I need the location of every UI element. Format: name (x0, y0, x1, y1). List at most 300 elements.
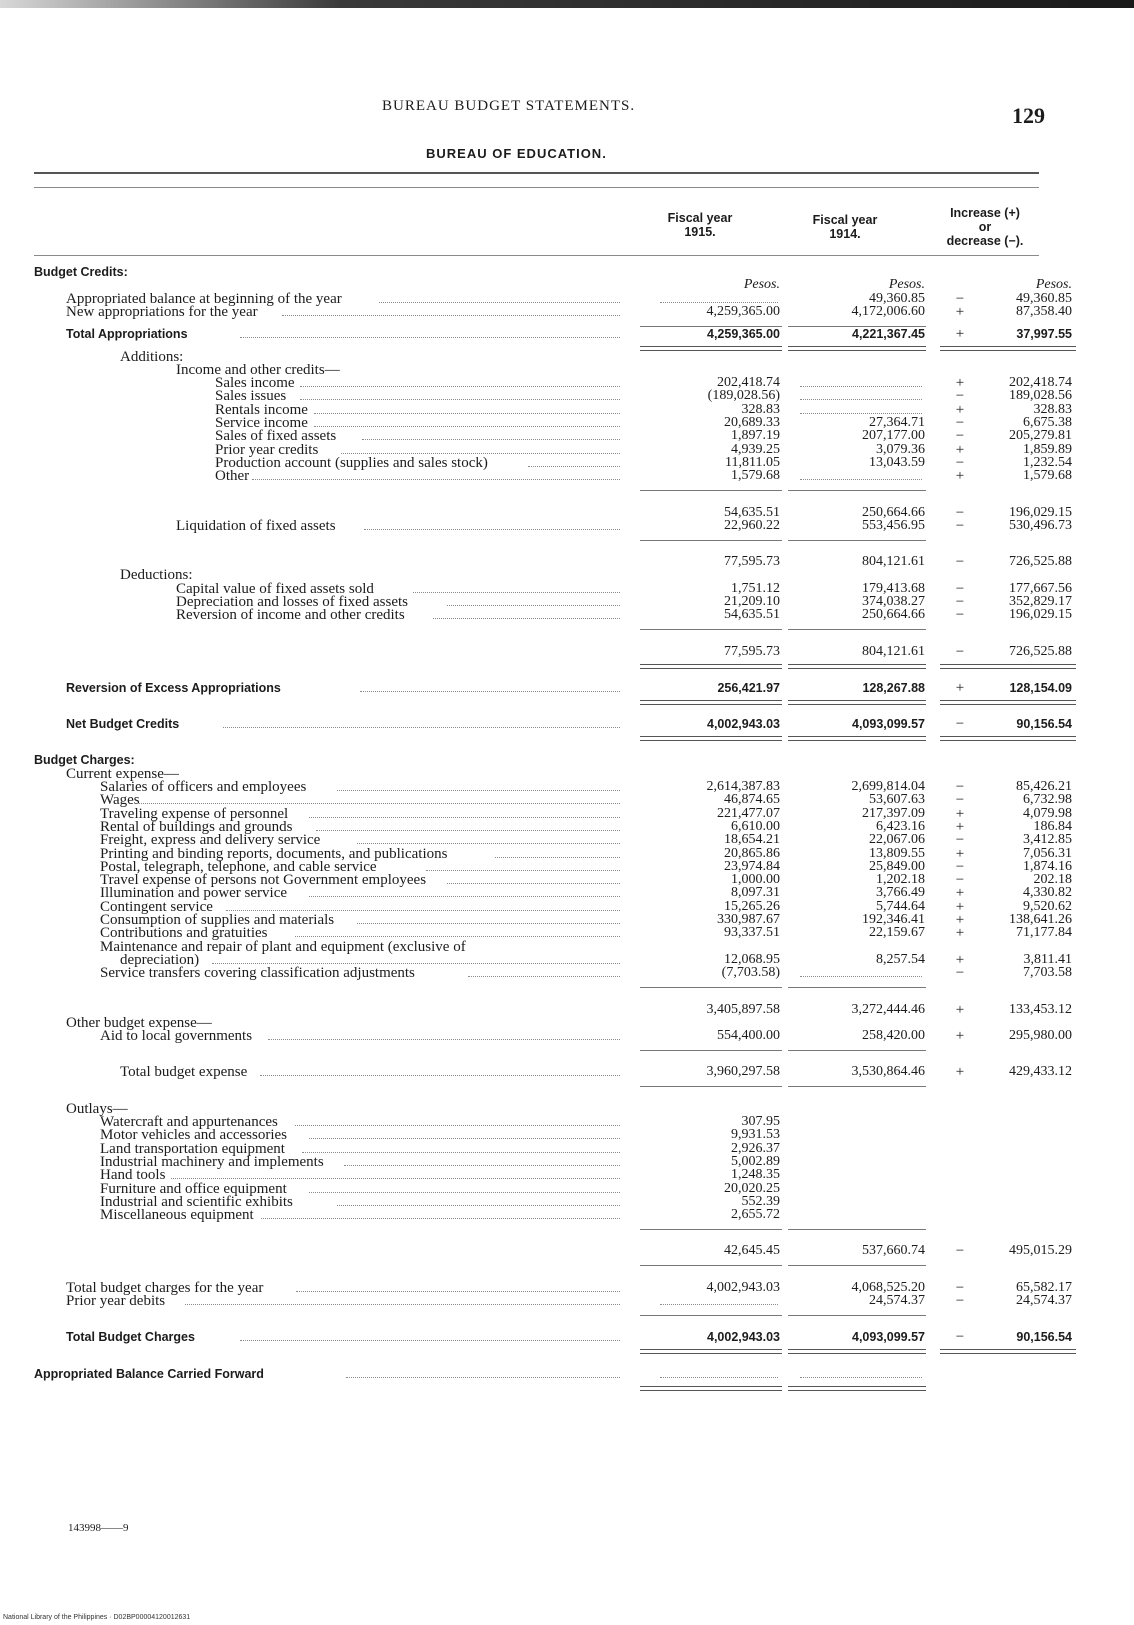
row-label: Total Appropriations (66, 327, 188, 341)
table-row (0, 518, 1134, 534)
change-sign: + (955, 1002, 965, 1018)
page-title: BUREAU OF EDUCATION. (426, 146, 607, 161)
row-label: Hand tools (100, 1167, 166, 1183)
rule-1914 (788, 1386, 926, 1391)
rule-change (940, 664, 1076, 669)
change-sign: + (955, 912, 965, 928)
amount-change: 530,496.73 (1009, 518, 1072, 533)
dot-leader (495, 857, 620, 858)
printer-signature: 143998——9 (68, 1522, 129, 1534)
amount-change: 7,703.58 (1023, 965, 1072, 980)
change-sign: − (955, 1329, 965, 1345)
amount-1914: 53,607.63 (869, 792, 925, 807)
rule-1915 (640, 1229, 782, 1230)
dot-leader (302, 1152, 620, 1153)
dot-leader (314, 413, 620, 414)
change-sign: + (955, 402, 965, 418)
row-label: Budget Credits: (34, 265, 128, 279)
amount-1914: 553,456.95 (862, 518, 925, 533)
table-row (0, 326, 1134, 342)
dot-leader (240, 1340, 620, 1341)
change-sign: − (955, 291, 965, 307)
row-label: Sales income (215, 375, 295, 391)
amount-1914: 6,423.16 (876, 819, 925, 834)
amount-change: 186.84 (1033, 819, 1072, 834)
blank-leader-1914 (800, 976, 922, 977)
row-label: Capital value of fixed assets sold (176, 581, 374, 597)
row-label: Postal, telegraph, telephone, and cable service (100, 859, 377, 875)
amount-1914: 4,068,525.20 (851, 1280, 925, 1295)
column-header-1914: Fiscal year 1914. (812, 213, 878, 241)
row-label: Liquidation of fixed assets (176, 518, 336, 534)
row-label: Travel expense of persons not Government employees (100, 872, 427, 888)
row-label: Additions: (120, 349, 184, 365)
amount-change: 7,056.31 (1023, 846, 1072, 861)
rule-1914 (788, 1050, 926, 1051)
amount-1915: (189,028.56) (707, 388, 780, 403)
amount-1915: 2,655.72 (731, 1207, 780, 1222)
amount-1914: 2,699,814.04 (851, 779, 925, 794)
dot-leader (360, 691, 620, 692)
amount-1915: 20,020.25 (724, 1181, 780, 1196)
row-label: Aid to local governments (100, 1028, 253, 1044)
amount-1915: 1,248.35 (731, 1167, 780, 1182)
amount-1915: 256,421.97 (717, 681, 780, 695)
amount-change: 328.83 (1033, 402, 1072, 417)
amount-1915: 22,960.22 (724, 518, 780, 533)
row-label: Miscellaneous equipment (100, 1207, 254, 1223)
change-sign: + (955, 899, 965, 915)
table-row (0, 1366, 1134, 1382)
amount-change: 429,433.12 (1009, 1064, 1072, 1079)
row-label: Traveling expense of personnel (100, 806, 289, 822)
amount-1914: 207,177.00 (862, 428, 925, 443)
amount-change: 9,520.62 (1023, 899, 1072, 914)
table-row (0, 1064, 1134, 1080)
dot-leader (357, 843, 620, 844)
change-sign: + (955, 304, 965, 320)
rule-1915 (640, 1086, 782, 1087)
amount-1915: 552.39 (741, 1194, 780, 1209)
amount-1915: 202,418.74 (717, 375, 780, 390)
change-sign: + (955, 326, 965, 342)
table-row (0, 1293, 1134, 1309)
rule-1915 (640, 1050, 782, 1051)
amount-1915: 1,751.12 (731, 581, 780, 596)
dot-leader (364, 529, 620, 530)
dot-leader (171, 1178, 620, 1179)
amount-1915: 77,595.73 (724, 554, 780, 569)
amount-change: 37,997.55 (1016, 327, 1072, 341)
table-row (0, 680, 1134, 696)
rule-1914 (788, 664, 926, 669)
amount-1915: 4,939.25 (731, 442, 780, 457)
dot-leader (295, 936, 620, 937)
amount-1914: 27,364.71 (869, 415, 925, 430)
dot-leader (226, 910, 620, 911)
change-sign: − (955, 428, 965, 444)
row-label: Rentals income (215, 402, 308, 418)
change-sign: + (955, 442, 965, 458)
row-label: New appropriations for the year (66, 304, 258, 320)
change-sign: + (955, 1064, 965, 1080)
dot-leader (447, 883, 620, 884)
rule-1914 (788, 1086, 926, 1087)
change-sign: + (955, 1028, 965, 1044)
amount-1914: 4,221,367.45 (852, 327, 925, 341)
amount-1915: 8,097.31 (731, 885, 780, 900)
blank-leader-1915 (660, 1304, 778, 1305)
amount-1914: 1,202.18 (876, 872, 925, 887)
amount-change: 85,426.21 (1016, 779, 1072, 794)
amount-1915: 18,654.21 (724, 832, 780, 847)
dot-leader (341, 453, 620, 454)
amount-1915: 307.95 (741, 1114, 780, 1129)
amount-change: 65,582.17 (1016, 1280, 1072, 1295)
dot-leader (309, 1192, 620, 1193)
amount-change: 4,330.82 (1023, 885, 1072, 900)
amount-1915: 54,635.51 (724, 505, 780, 520)
dot-leader (300, 399, 620, 400)
row-label: Rental of buildings and grounds (100, 819, 293, 835)
amount-change: 205,279.81 (1009, 428, 1072, 443)
rule-1914 (788, 1349, 926, 1354)
blank-leader-1914 (800, 399, 922, 400)
row-label: Consumption of supplies and materials (100, 912, 335, 928)
row-label: Total budget charges for the year (66, 1280, 264, 1296)
row-label: Sales issues (215, 388, 287, 404)
amount-change: 1,859.89 (1023, 442, 1072, 457)
table-row (0, 1243, 1134, 1259)
change-sign: − (955, 1243, 965, 1259)
row-label: Appropriated Balance Carried Forward (34, 1367, 264, 1381)
change-sign: − (955, 581, 965, 597)
amount-1915: 46,874.65 (724, 792, 780, 807)
row-label: Net Budget Credits (66, 717, 180, 731)
amount-1915: 221,477.07 (717, 806, 780, 821)
amount-1914: 4,172,006.60 (851, 304, 925, 319)
change-sign: − (955, 518, 965, 534)
table-row (0, 607, 1134, 623)
amount-1914: 22,067.06 (869, 832, 925, 847)
amount-1914: Pesos. (888, 277, 925, 292)
row-label: Printing and binding reports, documents, and publications (100, 846, 448, 862)
row-label: Sales of fixed assets (215, 428, 337, 444)
dot-leader (296, 1291, 620, 1292)
row-label: Prior year credits (215, 442, 319, 458)
change-sign: − (955, 1280, 965, 1296)
amount-1915: 4,002,943.03 (706, 1280, 780, 1295)
change-sign: − (955, 594, 965, 610)
row-label: Other (215, 468, 250, 484)
amount-1914: 192,346.41 (862, 912, 925, 927)
dot-leader (344, 1165, 620, 1166)
dot-leader (337, 790, 620, 791)
dot-leader (268, 1039, 620, 1040)
dot-leader (309, 817, 620, 818)
dot-leader (528, 466, 620, 467)
amount-1915: 54,635.51 (724, 607, 780, 622)
dot-leader (357, 923, 620, 924)
scan-edge-bar (0, 0, 1134, 8)
amount-change: 90,156.54 (1016, 717, 1072, 731)
column-header-1915: Fiscal year 1915. (667, 211, 733, 239)
amount-change: 196,029.15 (1009, 607, 1072, 622)
rule-1915 (640, 629, 782, 630)
row-label: Total budget expense (120, 1064, 248, 1080)
amount-change: 133,453.12 (1009, 1002, 1072, 1017)
rule-1915 (640, 490, 782, 491)
title-rule (34, 172, 1039, 174)
amount-change: 726,525.88 (1009, 644, 1072, 659)
amount-1915: 2,926.37 (731, 1141, 780, 1156)
amount-1915: 328.83 (741, 402, 780, 417)
amount-1915: 9,931.53 (731, 1127, 780, 1142)
amount-1914: 258,420.00 (862, 1028, 925, 1043)
row-label: Furniture and office equipment (100, 1181, 287, 1197)
rule-change (940, 736, 1076, 741)
amount-1915: 15,265.26 (724, 899, 780, 914)
change-sign: − (955, 792, 965, 808)
rule-1915 (640, 1386, 782, 1391)
amount-1915: 3,405,897.58 (706, 1002, 780, 1017)
amount-change: 495,015.29 (1009, 1243, 1072, 1258)
column-header-change: Increase (+) or decrease (−). (946, 206, 1024, 248)
row-label: Motor vehicles and accessories (100, 1127, 288, 1143)
amount-1914: 13,809.55 (869, 846, 925, 861)
change-sign: − (955, 832, 965, 848)
amount-1915: 5,002.89 (731, 1154, 780, 1169)
amount-change: 6,675.38 (1023, 415, 1072, 430)
row-label: Service income (215, 415, 308, 431)
amount-change: 726,525.88 (1009, 554, 1072, 569)
amount-change: 352,829.17 (1009, 594, 1072, 609)
amount-1915: 23,974.84 (724, 859, 780, 874)
change-sign: − (955, 388, 965, 404)
row-label: Industrial machinery and implements (100, 1154, 324, 1170)
row-label: Prior year debits (66, 1293, 166, 1309)
rule-1914 (788, 490, 926, 491)
dot-leader (433, 618, 620, 619)
rule-1914 (788, 1265, 926, 1266)
amount-change: 202.18 (1033, 872, 1072, 887)
amount-1914: 250,664.66 (862, 607, 925, 622)
dot-leader (261, 1218, 620, 1219)
dot-leader (379, 302, 620, 303)
rule-1915 (640, 736, 782, 741)
rule-1915 (640, 700, 782, 705)
row-label: Freight, express and delivery service (100, 832, 321, 848)
row-label: Contingent service (100, 899, 213, 915)
page-number: 129 (1012, 103, 1045, 128)
change-sign: + (955, 952, 965, 968)
rule-1915 (640, 987, 782, 988)
rule-1914 (788, 540, 926, 541)
amount-1915: 6,610.00 (731, 819, 780, 834)
amount-1914: 3,079.36 (876, 442, 925, 457)
rule-1914 (788, 1229, 926, 1230)
row-label: Watercraft and appurtenances (100, 1114, 278, 1130)
row-label: Current expense— (66, 766, 179, 782)
rule-1915 (640, 1315, 782, 1316)
row-label: Industrial and scientific exhibits (100, 1194, 293, 1210)
table-row (0, 644, 1134, 660)
amount-change: 3,811.41 (1023, 952, 1072, 967)
dot-leader (309, 1138, 620, 1139)
amount-change: 1,232.54 (1023, 455, 1072, 470)
amount-1914: 128,267.88 (862, 681, 925, 695)
dot-leader (447, 605, 620, 606)
table-row (0, 304, 1134, 320)
table-row (0, 965, 1134, 981)
amount-change: 90,156.54 (1016, 1330, 1072, 1344)
change-sign: + (955, 468, 965, 484)
amount-change: 189,028.56 (1009, 388, 1072, 403)
amount-1914: 217,397.09 (862, 806, 925, 821)
blank-leader-1915 (660, 1377, 778, 1378)
row-label: Land transportation equipment (100, 1141, 285, 1157)
change-sign: + (955, 806, 965, 822)
rule-1914 (788, 736, 926, 741)
amount-change: 138,641.26 (1009, 912, 1072, 927)
table-row (0, 1028, 1134, 1044)
amount-1915: 4,002,943.03 (707, 717, 780, 731)
amount-change: 49,360.85 (1016, 291, 1072, 306)
change-sign: + (955, 680, 965, 696)
archive-credit: National Library of the Philippines · D02BP00004120012631 (3, 1614, 191, 1621)
amount-change: 1,579.68 (1023, 468, 1072, 483)
amount-change: 177,667.56 (1009, 581, 1072, 596)
row-label: Deductions: (120, 567, 193, 583)
row-label: depreciation) (120, 952, 200, 968)
dot-leader (337, 1205, 620, 1206)
amount-change: 202,418.74 (1009, 375, 1072, 390)
running-header: BUREAU BUDGET STATEMENTS. (382, 98, 636, 114)
amount-change: 87,358.40 (1016, 304, 1072, 319)
table-row (0, 468, 1134, 484)
amount-1915: 3,960,297.58 (706, 1064, 780, 1079)
dot-leader (252, 479, 620, 480)
amount-1915: 4,259,365.00 (706, 304, 780, 319)
change-sign: − (955, 859, 965, 875)
amount-1914: 3,530,864.46 (851, 1064, 925, 1079)
amount-change: 24,574.37 (1016, 1293, 1072, 1308)
dot-leader (260, 1075, 620, 1076)
amount-1915: 21,209.10 (724, 594, 780, 609)
dot-leader (413, 592, 620, 593)
blank-leader-1914 (800, 479, 922, 480)
table-top-rule (34, 187, 1039, 188)
amount-change: Pesos. (1035, 277, 1072, 292)
amount-1915: 4,002,943.03 (707, 1330, 780, 1344)
amount-1915: 2,614,387.83 (706, 779, 780, 794)
rule-1915 (640, 540, 782, 541)
row-label: Reversion of income and other credits (176, 607, 405, 623)
table-row (0, 716, 1134, 732)
column-header-rule (34, 255, 1039, 256)
rule-1914 (788, 700, 926, 705)
amount-1914: 25,849.00 (869, 859, 925, 874)
amount-1914: 4,093,099.57 (852, 1330, 925, 1344)
amount-1914: 3,766.49 (876, 885, 925, 900)
dot-leader (223, 727, 620, 728)
amount-1915: 1,897.19 (731, 428, 780, 443)
row-label: Outlays— (66, 1101, 128, 1117)
rule-1915 (640, 1265, 782, 1266)
row-label: Budget Charges: (34, 753, 135, 767)
change-sign: + (955, 375, 965, 391)
amount-1914: 3,272,444.46 (851, 1002, 925, 1017)
amount-1914: 49,360.85 (869, 291, 925, 306)
amount-1915: 554,400.00 (717, 1028, 780, 1043)
dot-leader (282, 315, 620, 316)
amount-1914: 804,121.61 (862, 554, 925, 569)
rule-1915 (640, 664, 782, 669)
rule-1914 (788, 1315, 926, 1316)
row-label: Maintenance and repair of plant and equipment (exclusive of (100, 939, 466, 955)
rule-change (940, 700, 1076, 705)
row-label: Income and other credits— (176, 362, 340, 378)
dot-leader (316, 830, 620, 831)
dot-leader (309, 896, 620, 897)
change-sign: − (955, 455, 965, 471)
amount-1915: 20,865.86 (724, 846, 780, 861)
amount-change: 4,079.98 (1023, 806, 1072, 821)
amount-1914: 5,744.64 (876, 899, 925, 914)
dot-leader (426, 870, 620, 871)
amount-change: 6,732.98 (1023, 792, 1072, 807)
rule-change (940, 1349, 1076, 1354)
row-label: Illumination and power service (100, 885, 288, 901)
blank-leader-1914 (800, 1377, 922, 1378)
amount-change: 128,154.09 (1009, 681, 1072, 695)
table-row (0, 1329, 1134, 1345)
row-label: Depreciation and losses of fixed assets (176, 594, 409, 610)
amount-change: 71,177.84 (1016, 925, 1072, 940)
change-sign: + (955, 819, 965, 835)
amount-1914: 250,664.66 (862, 505, 925, 520)
change-sign: − (955, 505, 965, 521)
amount-1915: 77,595.73 (724, 644, 780, 659)
row-label: Other budget expense— (66, 1015, 212, 1031)
amount-1915: 1,000.00 (731, 872, 780, 887)
blank-leader-1915 (660, 302, 778, 303)
row-label: Total Budget Charges (66, 1330, 195, 1344)
dot-leader (137, 803, 620, 804)
rule-1914 (788, 629, 926, 630)
amount-1915: 4,259,365.00 (707, 327, 780, 341)
dot-leader (362, 439, 620, 440)
amount-change: 295,980.00 (1009, 1028, 1072, 1043)
amount-change: 196,029.15 (1009, 505, 1072, 520)
change-sign: − (955, 607, 965, 623)
amount-1914: 374,038.27 (862, 594, 925, 609)
amount-1915: 12,068.95 (724, 952, 780, 967)
change-sign: − (955, 644, 965, 660)
blank-leader-1914 (800, 386, 922, 387)
change-sign: + (955, 846, 965, 862)
amount-1915: (7,703.58) (721, 965, 780, 980)
table-row (0, 1207, 1134, 1223)
amount-1915: 1,579.68 (731, 468, 780, 483)
amount-1915: 93,337.51 (724, 925, 780, 940)
row-label: Reversion of Excess Appropriations (66, 681, 281, 695)
dot-leader (314, 426, 620, 427)
amount-1915: 20,689.33 (724, 415, 780, 430)
dot-leader (300, 386, 620, 387)
amount-change: 1,874.16 (1023, 859, 1072, 874)
amount-1915: 42,645.45 (724, 1243, 780, 1258)
